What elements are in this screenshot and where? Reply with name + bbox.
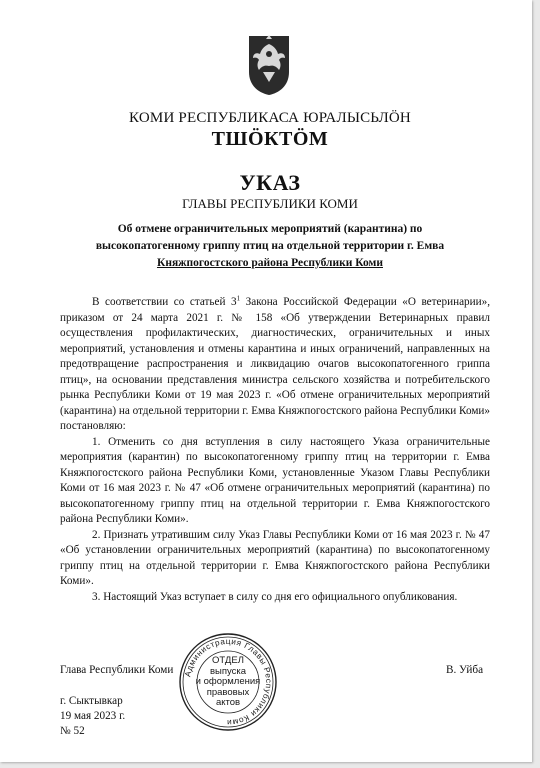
issuer-heading: ГЛАВЫ РЕСПУБЛИКИ КОМИ (182, 196, 358, 211)
paragraph-item-3: 3. Настоящий Указ вступает в силу со дня его официального опубликования. (92, 590, 458, 603)
stamp-line: ОТДЕЛ (212, 655, 244, 666)
stamp-inner-text (178, 656, 278, 709)
paragraph-preamble (60, 295, 490, 435)
signatory-position: Глава Республики Коми (60, 664, 174, 676)
subject-line: Об отмене ограничительных мероприятий (карантина) по (117, 223, 423, 235)
decree-number: № 52 (60, 725, 85, 737)
doc-type-title: УКАЗ (239, 170, 301, 195)
org-heading: КОМИ РЕСПУБЛИКАСА ЮРАЛЫСЬЛӦН (129, 110, 411, 126)
stamp-line: и оформления (195, 676, 261, 687)
preamble-text: В соответствии со статьей 3 (92, 296, 237, 308)
coat-of-arms-icon (246, 32, 292, 96)
stamp-line: актов (215, 697, 241, 708)
paragraph-item-2: 2. Признать утратившим силу Указ Главы Республики Коми от 16 мая 2023 г. № 47 «Об установлении ограничительных мероприятий (карантина) по высокопатогенному гриппу птиц на отдельной территории г. Емва Княжпогостского района Республики Коми». (60, 528, 490, 587)
decree-meta (60, 694, 125, 739)
signatory-name: В. Уйба (446, 664, 484, 676)
stamp-line: выпуска (209, 665, 247, 677)
subject-line: Княжпогостского района Республики Коми (156, 257, 383, 269)
doc-type-komi: ТШӦКТӦМ (211, 128, 329, 150)
preamble-text-cont: Закона Российской Федерации «О ветеринарии», приказом от 24 марта 2021 г. № 158 «Об утверждении Ветеринарных правил осуществления профилактических, диагностических, ограничительных и иных мероприятий, установления и отмены карантина и иных ограничений, направленных на предотвращение распространения и ликвидацию очагов высокопатогенного гриппа птиц», на основании представления министра сельского хозяйства и потребительского рынка Республики Коми от 19 мая 2023 г. «Об отмене ограничительных мероприятий (карантина) на отдельной территории г. Емва Княжпогостского района Республики Коми» постановляю: (60, 296, 490, 432)
decree-body (60, 295, 490, 605)
paragraph-item-1: 1. Отменить со дня вступления в силу настоящего Указа ограничительные мероприятия (карантин) по высокопатогенному гриппу птиц на территории г. Емва Княжпогостского района Республики Коми, установленные Указом Главы Республики Коми от 16 мая 2023 г. № 47 «Об отмене ограничительных мероприятий (карантина) по высокопатогенному гриппу птиц на отдельной территории г. Емва Княжпогостского района Республики Коми». (60, 435, 490, 525)
stamp-line: правовых (206, 686, 250, 698)
stamp-ring-text: Администрация Главы Республики Коми (183, 636, 274, 728)
issue-city: г. Сыктывкар (60, 695, 123, 707)
superscript: 1 (236, 294, 241, 303)
subject-line: высокопатогенному гриппу птиц на отдельной территории г. Емва (95, 240, 445, 252)
decree-subject (80, 221, 460, 272)
issue-date: 19 мая 2023 г. (60, 710, 126, 722)
